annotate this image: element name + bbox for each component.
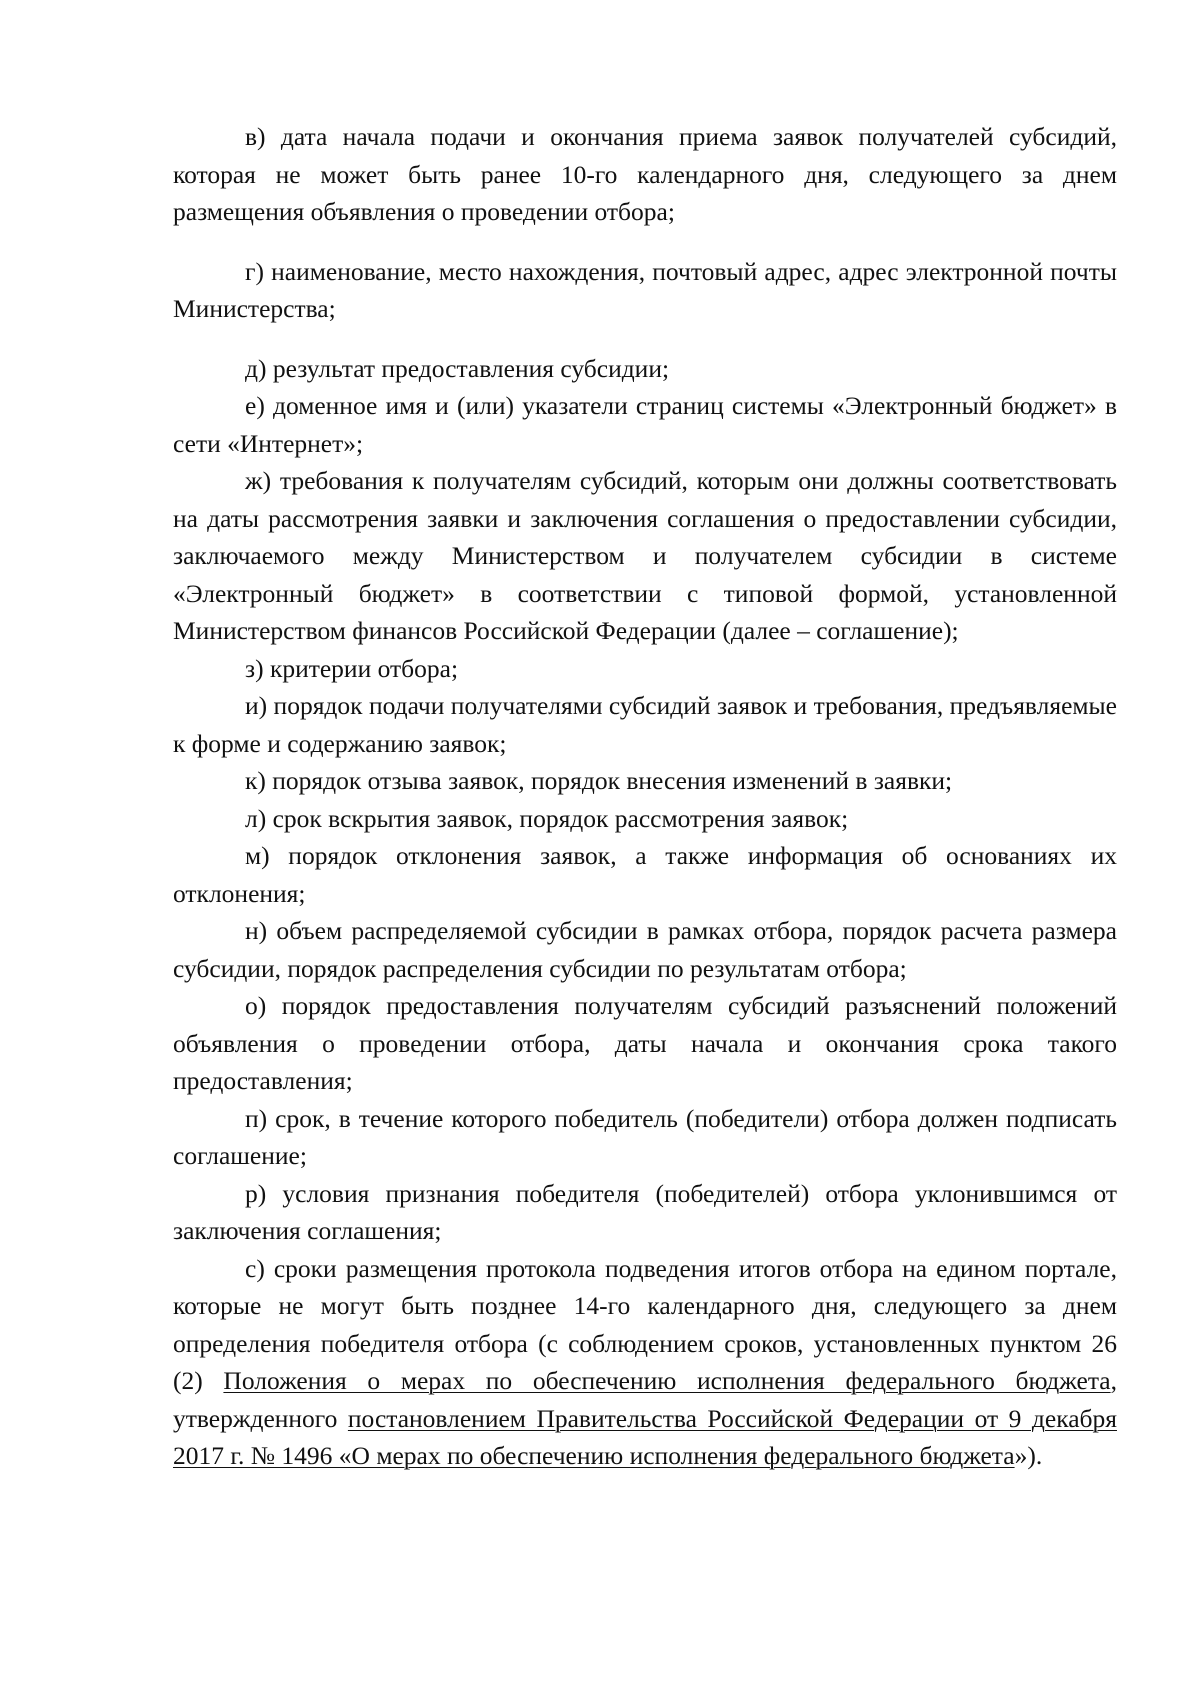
paragraph-d: д) результат предоставления субсидии; xyxy=(245,353,670,383)
paragraph-l: л) срок вскрытия заявок, порядок рассмотрения заявок; xyxy=(245,803,849,833)
paragraph-i: и) порядок подачи получателями субсидий заявок и требования, предъявляемые к форме и содержанию заявок; xyxy=(173,691,1117,758)
paragraph-s-text-2: , утвержденного xyxy=(173,1366,1117,1433)
paragraph-g: г) наименование, место нахождения, почтовый адрес, адрес электронной почты Министерства; xyxy=(173,256,1117,323)
paragraph-s xyxy=(173,1250,1117,1475)
document-page xyxy=(173,118,1117,1475)
regulation-link[interactable]: Положения о мерах по обеспечению исполнения федерального бюджета xyxy=(223,1366,1111,1395)
paragraph-s-text-1: с) сроки размещения протокола подведения итогов отбора на едином портале, которые не могут быть позднее 14-го календарного дня, следующего за днем определения победителя отбора (с соблюдением сроков, установленных пунктом 26 (2) xyxy=(173,1253,1117,1395)
paragraph-k: к) порядок отзыва заявок, порядок внесения изменений в заявки; xyxy=(245,766,953,795)
resolution-link[interactable]: постановлением Правительства Российской Федерации от 9 декабря 2017 г. № 1496 «О мерах по обеспечению исполнения федерального бюджета xyxy=(173,1403,1117,1470)
paragraph-zh: ж) требования к получателям субсидий, которым они должны соответствовать на даты рассмотрения заявки и заключения соглашения о предоставлении субсидии, заключаемого между Министерством и получателем субсидии в системе «Электронный бюджет» в соответствии с типовой формой, установленной Министерством финансов Российской Федерации (далее – соглашение); xyxy=(173,466,1117,645)
paragraph-v: в) дата начала подачи и окончания приема заявок получателей субсидий, которая не может быть ранее 10-го календарного дня, следующего за днем размещения объявления о проведении отбора; xyxy=(173,122,1117,226)
paragraph-e: е) доменное имя и (или) указатели страниц системы «Электронный бюджет» в сети «Интернет»; xyxy=(173,391,1117,458)
paragraph-s-text-3: »). xyxy=(1014,1441,1043,1470)
paragraph-o: о) порядок предоставления получателям субсидий разъяснений положений объявления о проведении отбора, даты начала и окончания срока такого предоставления; xyxy=(173,991,1117,1095)
paragraph-p: п) срок, в течение которого победитель (победители) отбора должен подписать соглашение; xyxy=(173,1103,1117,1170)
paragraph-m: м) порядок отклонения заявок, а также информация об основаниях их отклонения; xyxy=(173,841,1117,908)
paragraph-z: з) критерии отбора; xyxy=(245,653,459,683)
paragraph-n: н) объем распределяемой субсидии в рамках отбора, порядок расчета размера субсидии, порядок распределения субсидии по результатам отбора; xyxy=(173,916,1117,983)
paragraph-r: р) условия признания победителя (победителей) отбора уклонившимся от заключения соглашения; xyxy=(173,1178,1117,1245)
